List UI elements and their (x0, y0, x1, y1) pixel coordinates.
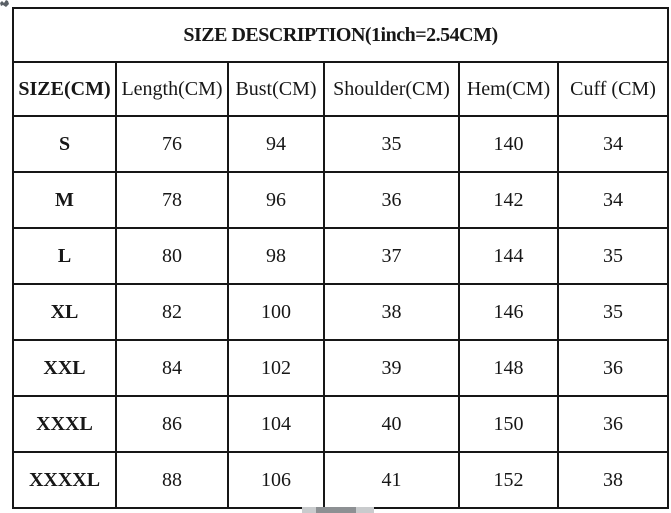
size-label: S (13, 116, 116, 172)
hem-value: 140 (459, 116, 558, 172)
table-row-xxxl (13, 396, 668, 452)
size-label: XL (13, 284, 116, 340)
size-description-table (12, 7, 669, 509)
shoulder-value: 39 (324, 340, 459, 396)
table-row-xxxxl (13, 452, 668, 508)
hem-value: 152 (459, 452, 558, 508)
table-header-row (13, 62, 668, 116)
length-value: 78 (116, 172, 228, 228)
bust-value: 98 (228, 228, 324, 284)
cuff-value: 34 (558, 172, 668, 228)
table-row-xl (13, 284, 668, 340)
shoulder-value: 37 (324, 228, 459, 284)
shoulder-value: 35 (324, 116, 459, 172)
size-label: XXL (13, 340, 116, 396)
table-row-l (13, 228, 668, 284)
table-row-s (13, 116, 668, 172)
hem-value: 148 (459, 340, 558, 396)
table-title: SIZE DESCRIPTION(1inch=2.54CM) (13, 8, 668, 62)
length-value: 76 (116, 116, 228, 172)
length-value: 82 (116, 284, 228, 340)
table-row-m (13, 172, 668, 228)
size-label: XXXL (13, 396, 116, 452)
cuff-value: 34 (558, 116, 668, 172)
length-value: 84 (116, 340, 228, 396)
bust-value: 94 (228, 116, 324, 172)
column-header-size: SIZE(CM) (13, 62, 116, 116)
length-value: 86 (116, 396, 228, 452)
column-header-length: Length(CM) (116, 62, 228, 116)
cuff-value: 35 (558, 228, 668, 284)
length-value: 88 (116, 452, 228, 508)
cuff-value: 36 (558, 340, 668, 396)
bust-value: 96 (228, 172, 324, 228)
cuff-value: 36 (558, 396, 668, 452)
shoulder-value: 41 (324, 452, 459, 508)
horizontal-scrollbar-thumb[interactable] (316, 507, 356, 513)
column-header-bust: Bust(CM) (228, 62, 324, 116)
shoulder-value: 40 (324, 396, 459, 452)
bust-value: 106 (228, 452, 324, 508)
length-value: 80 (116, 228, 228, 284)
hem-value: 150 (459, 396, 558, 452)
size-label: L (13, 228, 116, 284)
corner-tear-icon (0, 0, 12, 12)
column-header-cuff: Cuff (CM) (558, 62, 668, 116)
table-title-row (13, 8, 668, 62)
hem-value: 142 (459, 172, 558, 228)
cuff-value: 38 (558, 452, 668, 508)
bust-value: 104 (228, 396, 324, 452)
hem-value: 144 (459, 228, 558, 284)
shoulder-value: 38 (324, 284, 459, 340)
cuff-value: 35 (558, 284, 668, 340)
table-row-xxl (13, 340, 668, 396)
bust-value: 102 (228, 340, 324, 396)
size-label: XXXXL (13, 452, 116, 508)
size-label: M (13, 172, 116, 228)
shoulder-value: 36 (324, 172, 459, 228)
column-header-shoulder: Shoulder(CM) (324, 62, 459, 116)
column-header-hem: Hem(CM) (459, 62, 558, 116)
hem-value: 146 (459, 284, 558, 340)
bust-value: 100 (228, 284, 324, 340)
